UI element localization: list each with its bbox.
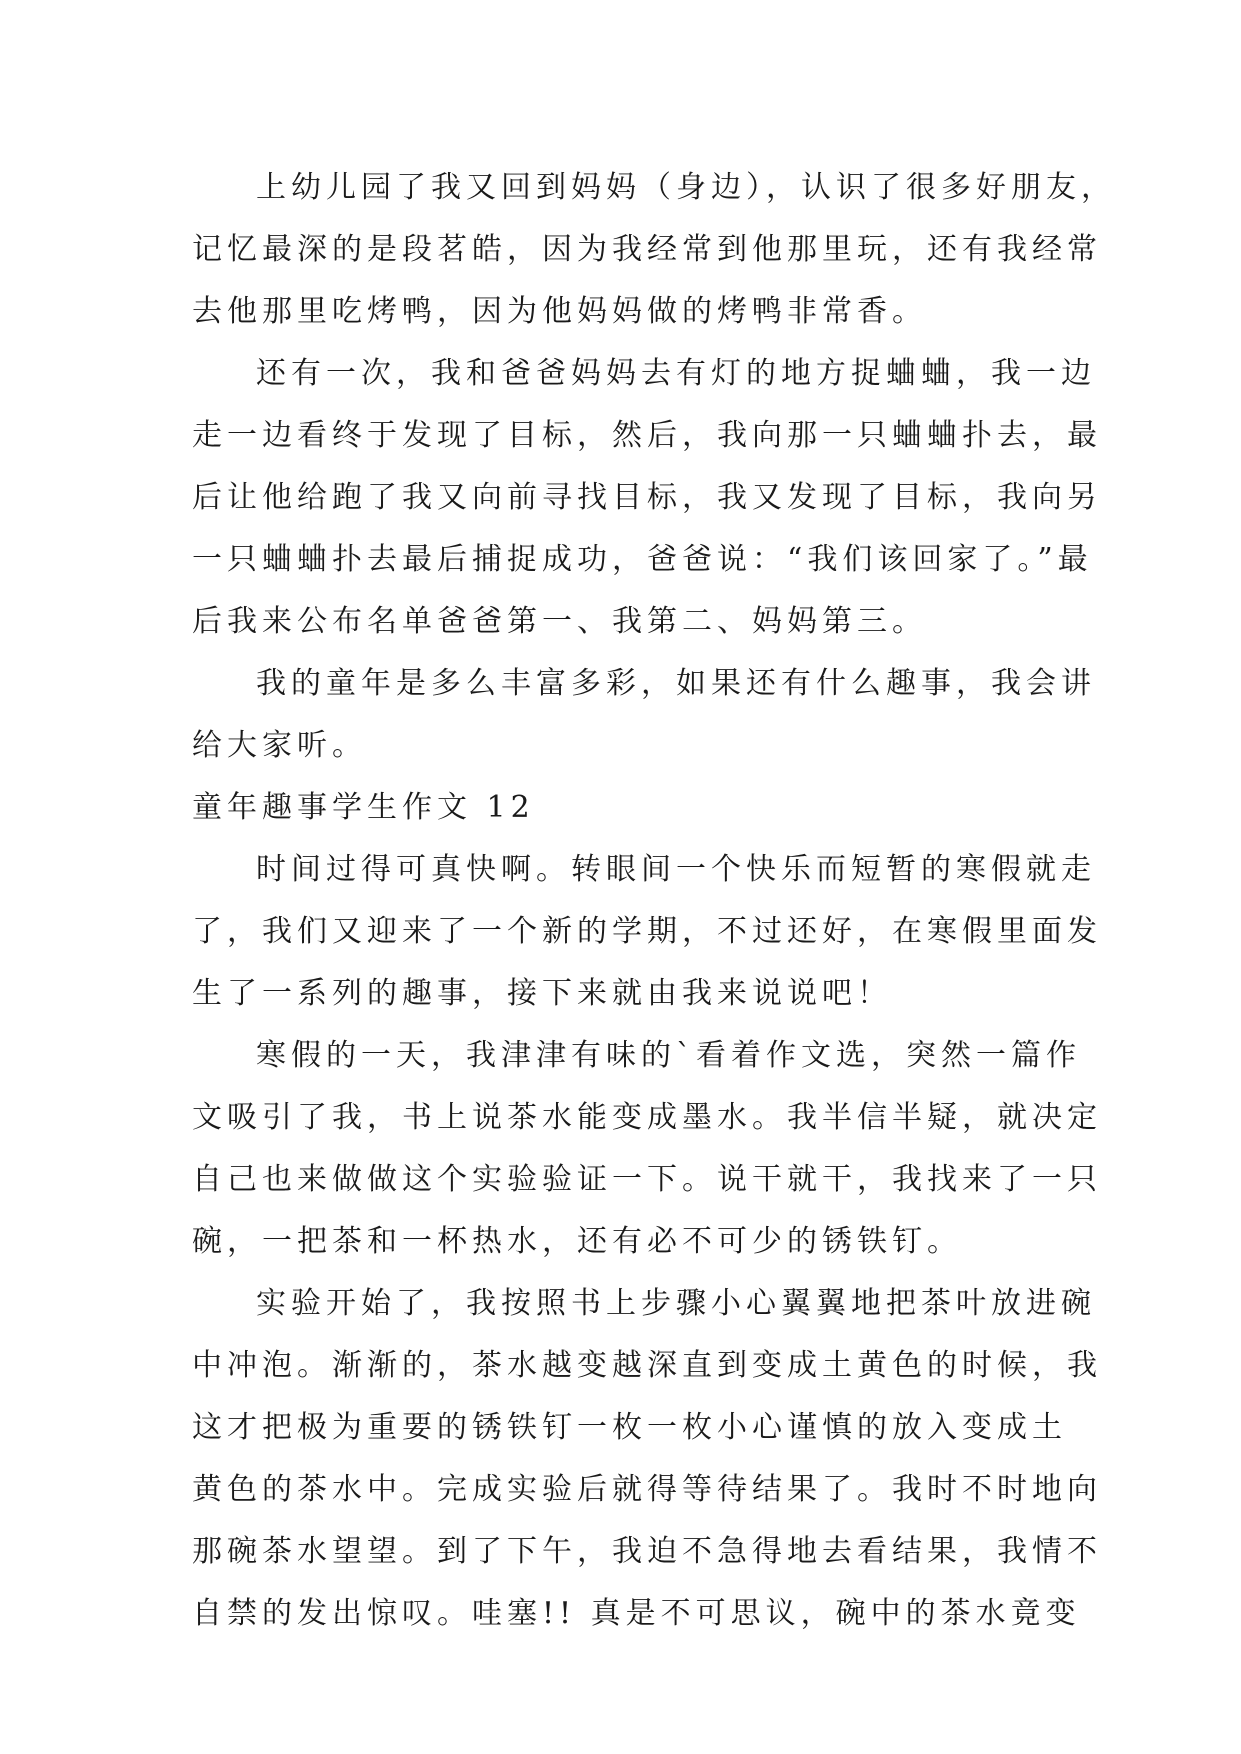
- paragraph-line: 黄色的茶水中。完成实验后就得等待结果了。我时不时地向: [192, 1472, 1102, 1507]
- paragraph-line: 记忆最深的是段茗皓，因为我经常到他那里玩，还有我经常: [192, 232, 1102, 267]
- paragraph-line: 自禁的发出惊叹。哇塞!! 真是不可思议，碗中的茶水竟变: [192, 1596, 1081, 1631]
- paragraph-line: 给大家听。: [192, 728, 367, 763]
- paragraph-line: 文吸引了我，书上说茶水能变成墨水。我半信半疑，就决定: [192, 1100, 1102, 1135]
- paragraph-line: 上幼儿园了我又回到妈妈（身边），认识了很多好朋友，: [256, 170, 1116, 205]
- paragraph-line: 走一边看终于发现了目标，然后，我向那一只蛐蛐扑去，最: [192, 418, 1102, 453]
- paragraph-line: 还有一次，我和爸爸妈妈去有灯的地方捉蛐蛐，我一边: [256, 356, 1096, 391]
- paragraph-line: 了，我们又迎来了一个新的学期，不过还好，在寒假里面发: [192, 914, 1102, 949]
- paragraph-line: 那碗茶水望望。到了下午，我迫不急得地去看结果，我情不: [192, 1534, 1102, 1569]
- paragraph-line: 碗，一把茶和一杯热水，还有必不可少的锈铁钉。: [192, 1224, 962, 1259]
- paragraph-line: 实验开始了，我按照书上步骤小心翼翼地把茶叶放进碗: [256, 1286, 1096, 1321]
- paragraph-line: 自己也来做做这个实验验证一下。说干就干，我找来了一只: [192, 1162, 1102, 1197]
- section-heading: 童年趣事学生作文 12: [192, 790, 535, 825]
- paragraph-line: 寒假的一天，我津津有味的`看着作文选，突然一篇作: [256, 1038, 1081, 1073]
- paragraph-line: 这才把极为重要的锈铁钉一枚一枚小心谨慎的放入变成土: [192, 1410, 1067, 1445]
- paragraph-line: 后我来公布名单爸爸第一、我第二、妈妈第三。: [192, 604, 927, 639]
- paragraph-line: 去他那里吃烤鸭，因为他妈妈做的烤鸭非常香。: [192, 294, 927, 329]
- paragraph-line: 生了一系列的趣事，接下来就由我来说说吧！: [192, 976, 892, 1011]
- paragraph-line: 我的童年是多么丰富多彩，如果还有什么趣事，我会讲: [256, 666, 1096, 701]
- paragraph-line: 一只蛐蛐扑去最后捕捉成功，爸爸说：“我们该回家了。”最: [192, 542, 1093, 577]
- paragraph-line: 中冲泡。渐渐的，茶水越变越深直到变成土黄色的时候，我: [192, 1348, 1102, 1383]
- paragraph-line: 后让他给跑了我又向前寻找目标，我又发现了目标，我向另: [192, 480, 1102, 515]
- paragraph-line: 时间过得可真快啊。转眼间一个快乐而短暂的寒假就走: [256, 852, 1096, 887]
